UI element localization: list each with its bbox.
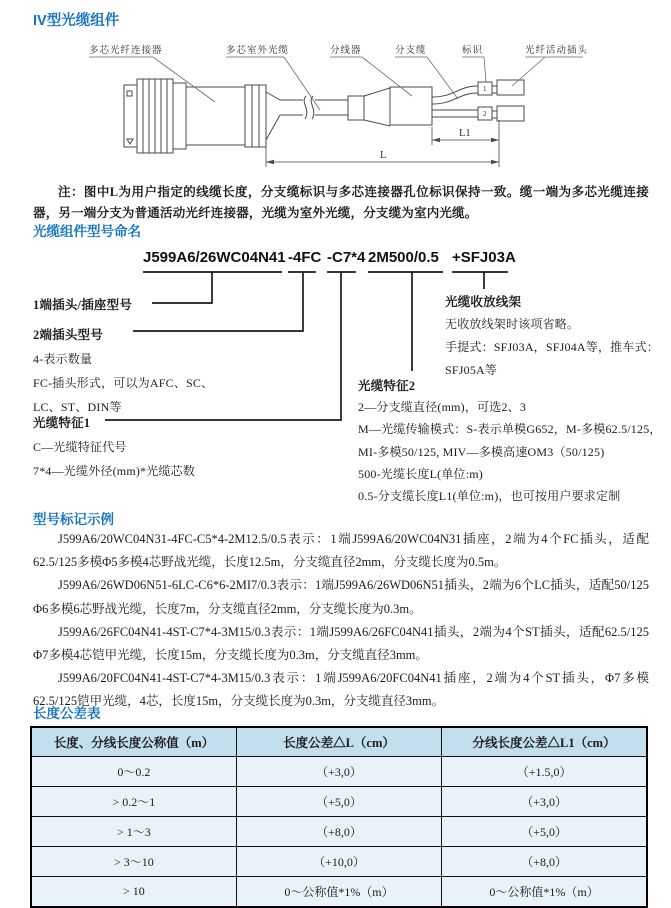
ann-feature1-code: C—光缆特征代号 [33,440,127,454]
table-cell: > 0.2～1 [31,787,236,817]
marker-1-number: 1 [483,85,487,93]
section-heading-naming: 光缆组件型号命名 [33,224,141,239]
tolerance-table-header-row [31,727,647,757]
table-cell: （+5,0） [236,787,441,817]
label-multicore-connector: 多芯光纤连接器 [89,46,163,56]
splitter-body [390,87,432,125]
ann-reel-title: 光缆收放线架 [445,295,522,309]
ann-end2-qty: 4-表示数量 [33,352,93,366]
table-cell: > 1～3 [31,817,236,847]
ann-feature2-mode: M—光缆传输模式：S-表示单模G652，M-多模62.5/125， [358,422,662,436]
label-fiber-plug: 光纤活动插头 [525,46,589,56]
ann-reel-cart: SFJ05A等 [445,363,498,377]
table-row [31,817,647,847]
ann-feature2-mode2: MI-多模50/125, MIV—多模高速OM3（50/125) [358,445,605,459]
ann-feature1-title: 光缆特征1 [33,416,91,430]
label-outdoor-cable: 多芯室外光缆 [226,46,290,56]
ann-feature1-dia: 7*4—光缆外径(mm)*光缆芯数 [33,464,196,478]
usage-note: 注：图中L为用户指定的线缆长度，分支缆标识与多芯连接器孔位标识保持一致。缆一端为多芯光缆连接器，另一端分支为普通活动光纤连接器，光缆为室外光缆，分支缆为室内光缆。 [33,185,649,220]
col-header-length-tolerance: 长度公差△L（cm） [236,727,441,757]
label-marking: 标识 [462,46,484,56]
section-heading-tolerance: 长度公差表 [33,706,101,721]
table-row [31,847,647,877]
tolerance-table [30,726,648,908]
ann-feature2-dia: 2—分支缆直径(mm)，可选2、3 [358,400,527,414]
section-heading-examples: 型号标记示例 [33,512,114,527]
table-cell: （+8,0） [236,817,441,847]
dim-L: L [380,150,387,161]
model-seg-feature1: -C7*4 [327,249,366,266]
example-paragraph: J599A6/26FC04N41-4ST-C7*4-3M15/0.3表示：1端J599A6/26FC04N41插头，2端为4个ST插头，适配62.5/125 Φ7多模4芯铠甲光缆，长度15m，分支缆长度为0.3m，分支缆直径3mm。 [33,624,649,663]
table-cell: （+3,0） [236,757,441,787]
ann-feature2-branchlen: 0.5-分支缆长度L1(单位:m)，也可按用户要求定制 [358,489,621,503]
table-row [31,877,647,908]
example-paragraph: J599A6/26WD06N51-6LC-C6*6-2MI7/0.3表示：1端J599A6/26WD06N51插头，2端为6个LC插头，适配50/125 Φ6多模6芯野战光缆，长度7m，分支缆直径2mm，分支缆长度为0.3m。 [33,578,649,616]
marker-2-number: 2 [483,110,487,118]
ann-end2-plugform2: LC、ST、DIN等 [33,400,122,414]
model-seg-feature2: 2M500/0.5 [368,249,439,266]
label-branch-cable: 分支缆 [395,46,427,56]
ann-reel-omit: 无收放线架时该项省略。 [445,317,580,331]
ann-end2-plugform: FC-插头形式，可以为AFC、SC、 [33,376,214,390]
table-cell: （+5,0） [442,817,647,847]
ann-feature2-length: 500-光缆长度L(单位:m) [358,467,483,481]
table-cell: （+1.5,0） [442,757,647,787]
table-row [31,757,647,787]
ann-reel-handheld: 手提式：SFJ03A，SFJ04A等，推车式： [445,340,659,354]
label-splitter: 分线器 [330,46,362,56]
model-seg-reel: +SFJ03A [452,249,516,266]
col-header-branch-tolerance: 分线长度公差△L1（cm） [442,727,647,757]
ann-end1-type: 1端插头/插座型号 [33,298,133,312]
connector-faceplate [124,85,137,147]
table-cell: > 3～10 [31,847,236,877]
dim-L1: L1 [459,128,471,139]
table-cell: （+8,0） [442,847,647,877]
table-row [31,787,647,817]
example-paragraph: J599A6/20WC04N31-4FC-C5*4-2M12.5/0.5表示：1端J599A6/20WC04N31插座，2端为4个FC插头，适配62.5/125多模Φ5多模4芯野战光缆，长度12.5m，分支缆直径2mm，分支缆长度为0.5m。 [33,532,649,570]
fiber-plug-2 [497,106,524,121]
examples-block [33,528,649,714]
table-cell: > 10 [31,877,236,908]
ann-end2-type: 2端插头型号 [33,328,103,342]
fiber-plug-1 [497,80,524,95]
ann-feature2-title: 光缆特征2 [358,379,416,393]
table-cell: 0～0.2 [31,757,236,787]
page-title: IV型光缆组件 [33,13,120,29]
model-seg-plug2: -4FC [288,249,322,266]
table-cell: （+10,0） [236,847,441,877]
example-paragraph: J599A6/20FC04N41-4ST-C7*4-3M15/0.3表示：1端J599A6/20FC04N41插座，2端为4个ST插头，Φ7多模62.5/125铠甲光缆，4芯，长度15m，分支缆长度为0.3m，分支缆直径3mm。 [33,671,649,709]
model-seg-plug1: J599A6/26WC04N41 [143,249,286,266]
table-cell: 0～公称值*1%（m） [236,877,441,908]
cable-assembly-diagram [0,0,671,185]
table-cell: （+3,0） [442,787,647,817]
col-header-nominal-length: 长度、分线长度公称值（m） [31,727,236,757]
table-cell: 0～公称值*1%（m） [442,877,647,908]
